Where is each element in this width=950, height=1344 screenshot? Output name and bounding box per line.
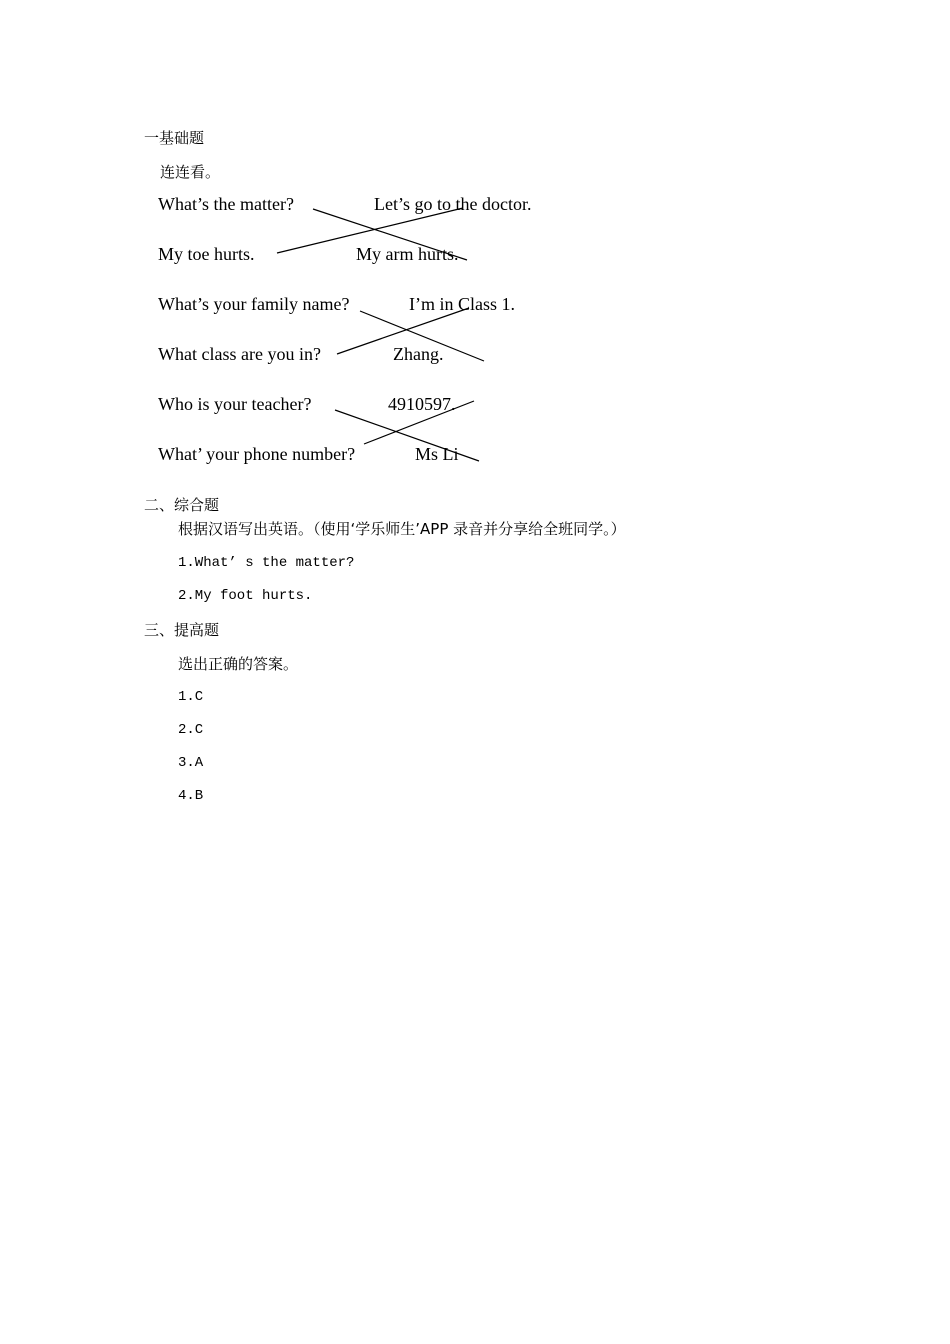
match-line-3b [364, 401, 474, 444]
match-left-1: What’s the matter? [158, 194, 294, 214]
section3-instruction: 选出正确的答案。 [178, 655, 299, 673]
match-line-3a [335, 410, 479, 461]
match-right-1: Let’s go to the doctor. [374, 194, 532, 214]
match-left-4: What class are you in? [158, 344, 321, 364]
section2-answer-2: 2.My foot hurts. [178, 588, 313, 604]
match-right-4: Zhang. [393, 344, 444, 364]
match-line-1b [277, 208, 463, 253]
match-line-1a [313, 209, 467, 260]
match-right-6: Ms Li [415, 444, 459, 464]
match-left-6: What’ your phone number? [158, 444, 356, 464]
section3-answer-2: 2.C [178, 722, 204, 738]
match-right-2: My arm hurts. [356, 244, 459, 264]
section3-answer-1: 1.C [178, 689, 204, 705]
section2-instruction: 根据汉语写出英语。（使用‘学乐师生’APP 录音并分享给全班同学。） [178, 520, 626, 538]
match-right-5: 4910597. [388, 394, 456, 414]
section1-instruction: 连连看。 [160, 163, 221, 181]
section1-heading: 一基础题 [144, 129, 205, 147]
match-right-3: I’m in Class 1. [409, 294, 515, 314]
match-line-2a [360, 311, 484, 361]
section3-answer-3: 3.A [178, 755, 204, 771]
match-left-3: What’s your family name? [158, 294, 350, 314]
match-left-5: Who is your teacher? [158, 394, 312, 414]
section3-heading: 三、提高题 [144, 621, 220, 639]
section2-heading: 二、综合题 [144, 496, 220, 514]
section2-answer-1: 1.What’ s the matter? [178, 555, 355, 571]
section3-answer-4: 4.B [178, 788, 204, 804]
match-left-2: My toe hurts. [158, 244, 255, 264]
